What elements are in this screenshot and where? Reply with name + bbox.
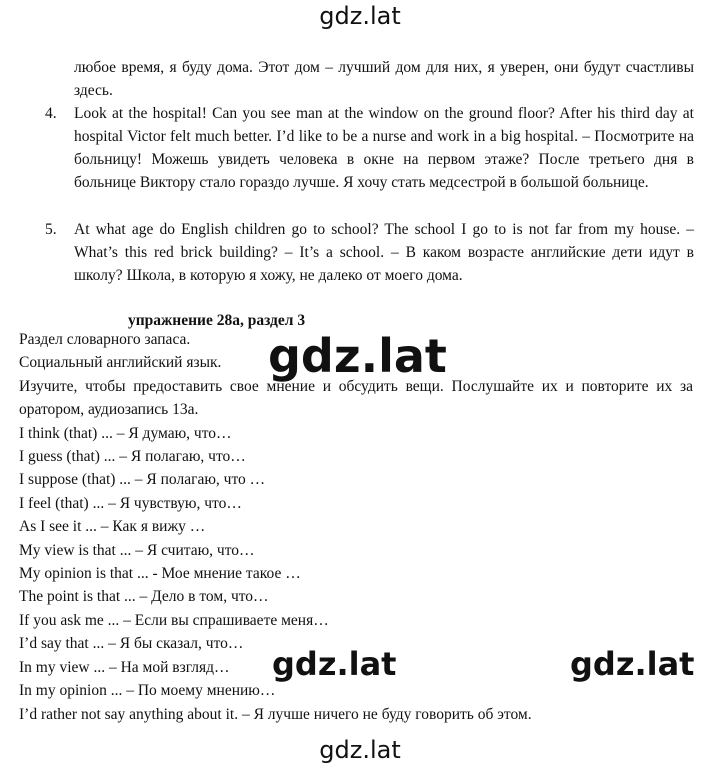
list-item-5 <box>45 218 694 287</box>
phrase-line: My opinion is that ... - Мое мнение такое … <box>19 565 301 583</box>
continuation-paragraph: любое время, я буду дома. Этот дом – лучший дом для них, я уверен, они будут счастливы здесь. <box>74 59 694 99</box>
phrase-line: I’d rather not say anything about it. – Я лучше ничего не буду говорить об этом. <box>19 705 532 723</box>
phrase-line: I’d say that ... – Я бы сказал, что… <box>19 635 244 653</box>
watermark-lower-left: gdz.lat <box>272 645 397 683</box>
topic-title: Социальный английский язык. <box>19 354 222 372</box>
phrase-line: I feel (that) ... – Я чувствую, что… <box>19 494 242 512</box>
exercise-heading: упражнение 28а, раздел 3 <box>128 312 306 329</box>
phrase-line: I suppose (that) ... – Я полагаю, что … <box>19 471 266 489</box>
phrase-line: As I see it ... – Как я вижу … <box>19 518 206 536</box>
list-item-number: 4. <box>45 105 57 122</box>
list-item-4 <box>45 102 694 194</box>
phrase-line: In my view ... – На мой взгляд… <box>19 658 230 676</box>
watermark-lower-right: gdz.lat <box>570 645 695 683</box>
phrase-line: If you ask me ... – Если вы спрашиваете меня… <box>19 611 329 629</box>
section-title: Раздел словарного запаса. <box>19 331 191 348</box>
list-item-text: At what age do English children go to school? The school I go to is not far from my house. – What’s this red brick building? – It’s a school. – В каком возрасте английские дети идут в школу? Школа, в которую я хожу, не далеко от моего дома. <box>74 221 694 284</box>
watermark-bottom: gdz.lat <box>319 736 401 764</box>
phrase-line: I think (that) ... – Я думаю, что… <box>19 424 232 442</box>
instruction-text: Изучите, чтобы предоставить свое мнение и обсудить вещи. Послушайте их и повторите их за оратором, аудиозапись 13а. <box>19 377 693 419</box>
phrase-line: I guess (that) ... – Я полагаю, что… <box>19 448 246 466</box>
phrase-line: The point is that ... – Дело в том, что… <box>19 588 269 606</box>
watermark-top: gdz.lat <box>319 2 401 30</box>
list-item-number: 5. <box>45 221 57 238</box>
watermark-middle: gdz.lat <box>268 329 447 383</box>
list-item-text: Look at the hospital! Can you see man at the window on the ground floor? After his third day at hospital Victor felt much better. I’d like to be a nurse and work in a big hospital. – Посмотрите на больницу! Можешь увидеть человека в окне на первом этаже? После третьего дня в больнице Виктору стало гораздо лучше. Я хочу стать медсестрой в большой больнице. <box>74 105 694 191</box>
phrase-line: My view is that ... – Я считаю, что… <box>19 541 255 559</box>
phrase-line: In my opinion ... – По моему мнению… <box>19 682 276 700</box>
